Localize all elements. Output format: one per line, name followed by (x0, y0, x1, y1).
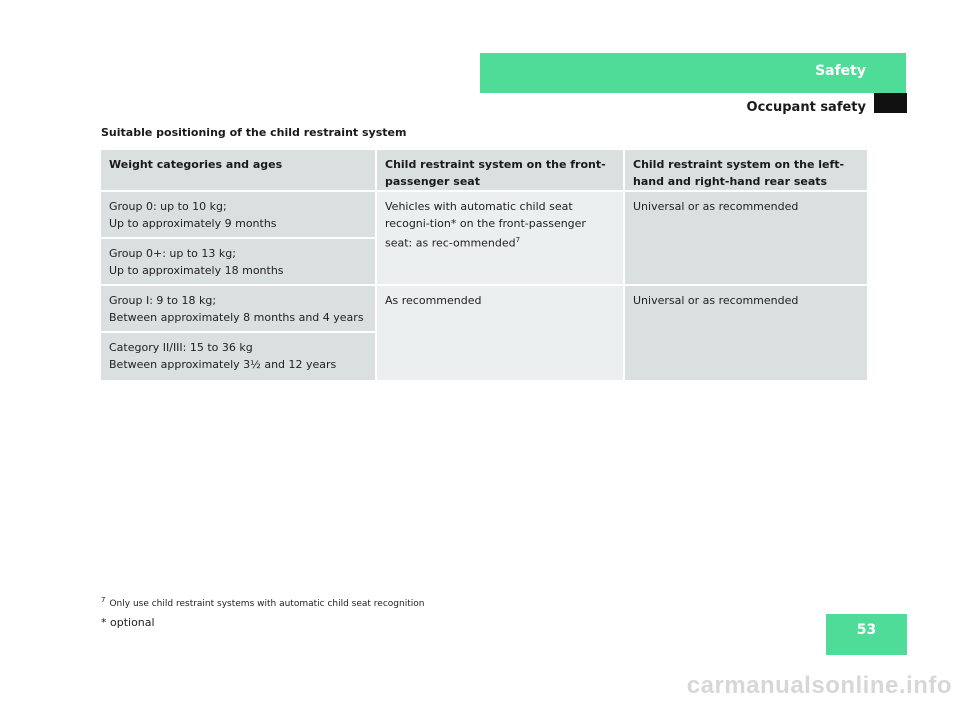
row-weight: Group I: 9 to 18 kg; (109, 294, 217, 307)
rear-seat-cell-group1: Universal or as recommended (625, 286, 867, 380)
row-weight: Group 0: up to 10 kg; (109, 200, 227, 213)
row-weight: Category II/III: 15 to 36 kg (109, 341, 253, 354)
section-tab (480, 53, 906, 93)
chapter-marker (874, 93, 907, 113)
footnote-marker: 7 (101, 596, 106, 604)
table-row (101, 286, 377, 333)
rear-seat-cell-group0: Universal or as recommended (625, 192, 867, 286)
front-seat-text: Vehicles with automatic child seat recogni-tion* on the front-passenger seat: as rec-ommended (385, 200, 586, 250)
section-tab-label: Safety (815, 63, 866, 79)
watermark: carmanualsonline.info (686, 672, 952, 699)
column-header-weight: Weight categories and ages (101, 150, 377, 192)
front-seat-cell-group0 (377, 192, 625, 286)
page-number: 53 (826, 614, 907, 655)
table-row (101, 192, 377, 239)
footnote (101, 596, 424, 609)
table-row (101, 333, 377, 380)
column-header-rear: Child restraint system on the left-hand and right-hand rear seats (625, 150, 867, 192)
row-age: Between approximately 3½ and 12 years (109, 358, 337, 371)
table-title: Suitable positioning of the child restraint system (101, 126, 407, 139)
row-age: Up to approximately 18 months (109, 264, 284, 277)
row-age: Between approximately 8 months and 4 years (109, 311, 364, 324)
footnote-ref: 7 (515, 236, 521, 244)
row-age: Up to approximately 9 months (109, 217, 277, 230)
column-header-front: Child restraint system on the front-passenger seat (377, 150, 625, 192)
section-title: Occupant safety (746, 100, 866, 115)
child-seat-table (101, 150, 867, 380)
table-row (101, 239, 377, 286)
front-seat-cell-group1: As recommended (377, 286, 625, 380)
optional-note: * optional (101, 616, 155, 629)
footnote-text: Only use child restraint systems with automatic child seat recognition (109, 599, 425, 609)
row-weight: Group 0+: up to 13 kg; (109, 247, 236, 260)
